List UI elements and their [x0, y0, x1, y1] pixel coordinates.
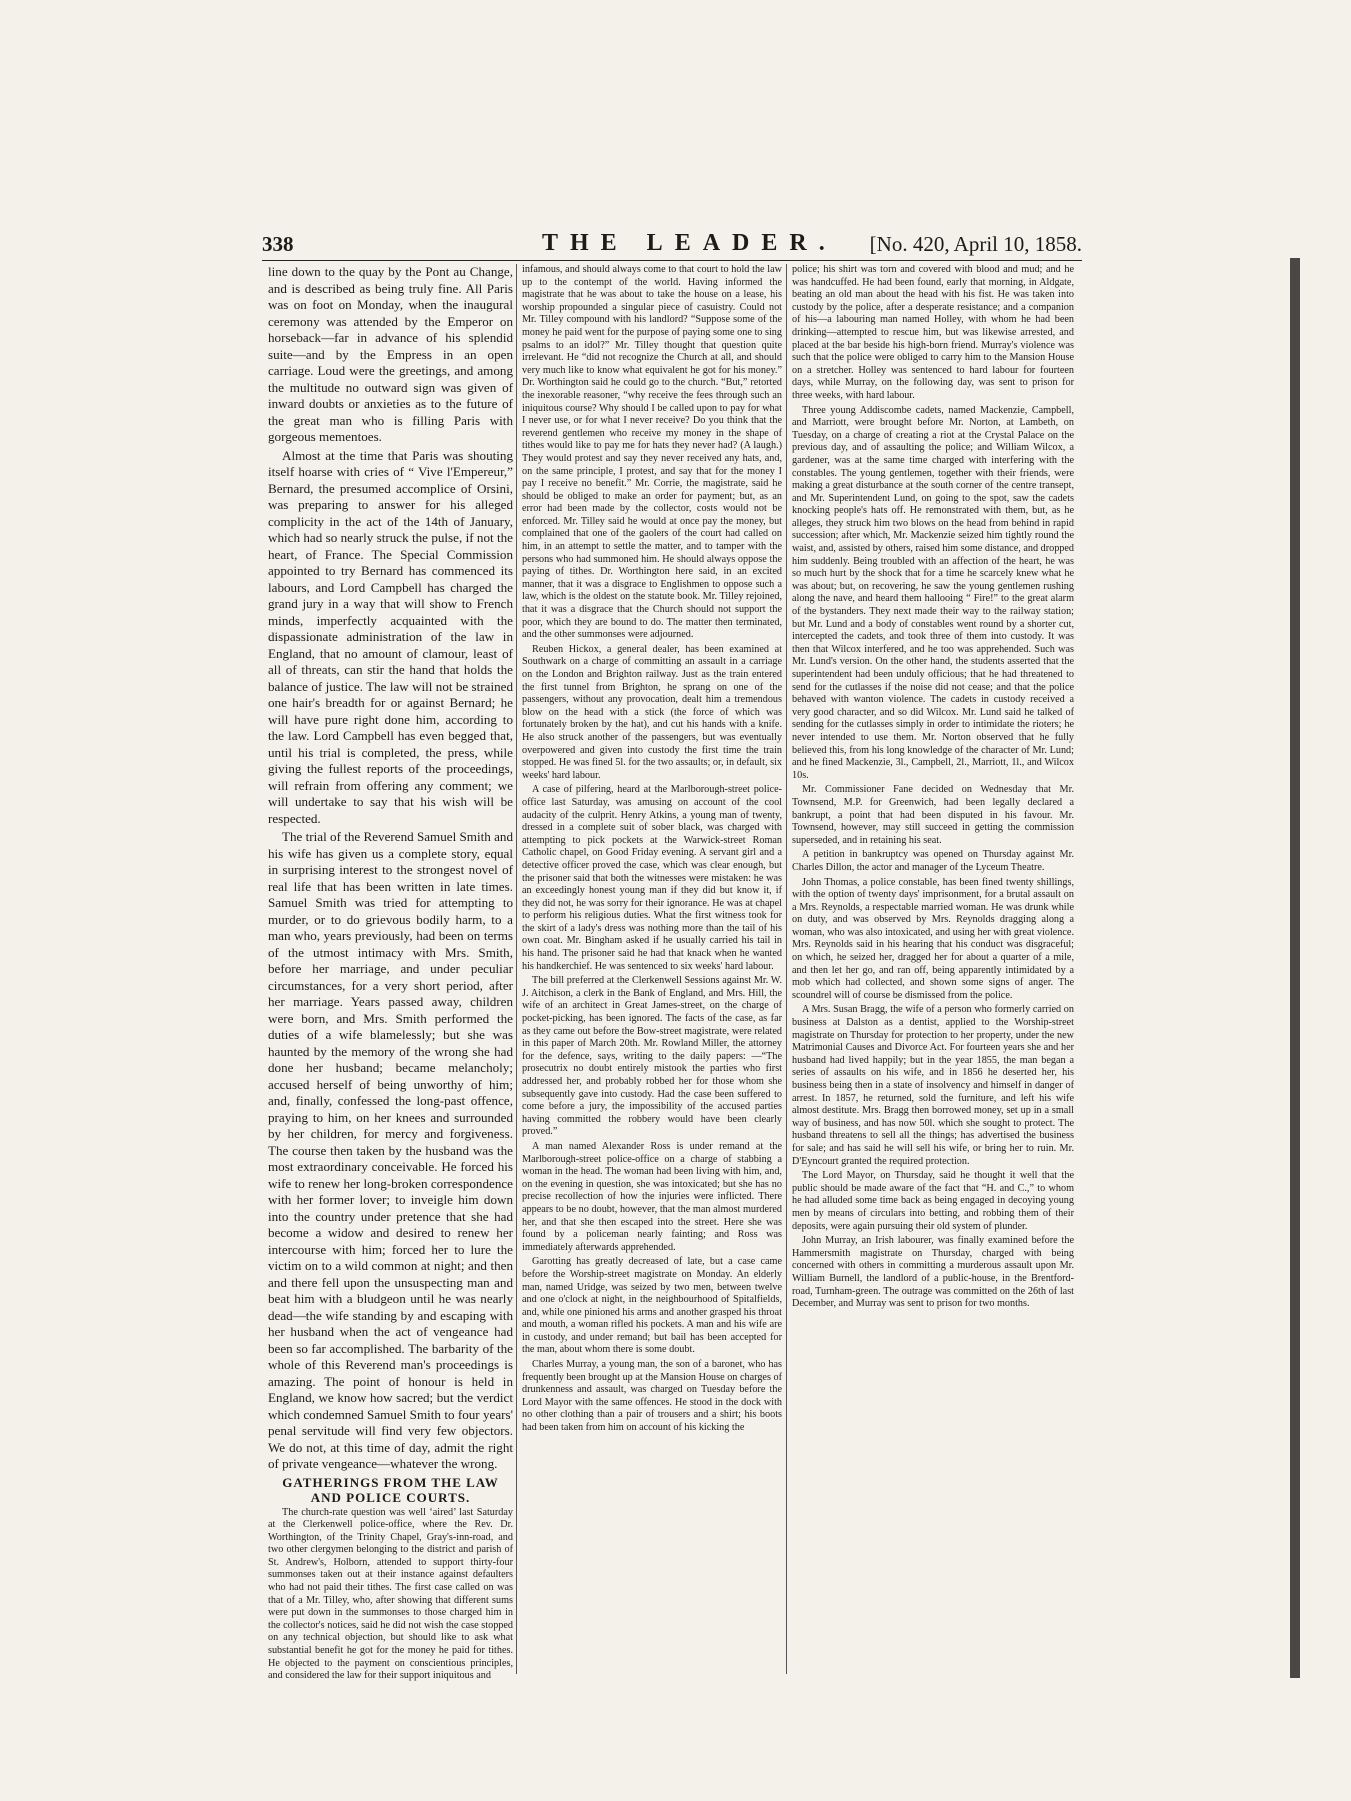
masthead-title: THE LEADER.: [542, 230, 837, 256]
article-paragraph: The church-rate question was well ‘aired’ last Saturday at the Clerkenwell police-office, where the Rev. Dr. Worthington, of the Trinity Chapel, Gray's-inn-road, and two other clergymen belonging to the district and parish of St. Andrew's, Holborn, attended to support thirty-four summonses taken out at their instance against defaulters who had not paid their tithes. The first case called on was that of a Mr. Tilley, who, after showing that different sums were put down in the summonses to those charged him in the collector's notices, said he did not wish the case stopped on any technical objection, but should like to ask what substantial benefit he got for the money he paid for tithes. He objected to the payment on conscientious principles, and considered the law for their support iniquitous and: [268, 1506, 513, 1682]
article-paragraph: A Mrs. Susan Bragg, the wife of a person who formerly carried on business at Dalston as a dentist, applied to the Worship-street magistrate on Thursday for protection to her property, under the new Matrimonial Causes and Divorce Act. For fourteen years she and her husband had lived happily; but in the year 1855, the man began a series of assaults on his wife, and in 1856 he deserted her, his business being then in a state of insolvency and himself in danger of arrest. In 1857, he returned, sold the furniture, and left his wife almost destitute. Mrs. Bragg then borrowed money, set up in a small way of business, and has now 50l. which she sought to protect. The husband threatens to sell all the things; has advertised the business for sale; and has said he will sell his wife, or bring her to ruin. Mr. D'Eyncourt granted the required protection.: [792, 1004, 1074, 1167]
article-paragraph: The Lord Mayor, on Thursday, said he thought it well that the public should be made aware of the fact that “H. and C.,” to whom he had alluded some time back as being engaged in decoying young men by means of circulars into betting, and robbing them of their deposits, were again pursuing their old system of plunder.: [792, 1170, 1074, 1232]
article-paragraph: John Murray, an Irish labourer, was finally examined before the Hammersmith magistrate on Thursday, charged with being concerned with others in committing a murderous assault upon Mr. William Burnell, the landlord of a public-house, in the Brentford-road, Turnham-green. The outrage was committed on the 26th of last December, and Murray was sent to prison for two months.: [792, 1235, 1074, 1310]
issue-info: [No. 420, April 10, 1858.: [869, 232, 1082, 256]
page-header: [262, 230, 1082, 261]
article-paragraph: John Thomas, a police constable, has been fined twenty shillings, with the option of twenty days' imprisonment, for a brutal assault on a Mrs. Reynolds, a respectable married woman. He was drunk while on duty, and was observed by Mrs. Reynolds dragging along a woman, who was also intoxicated, and using her with great violence. Mrs. Reynolds said in his hearing that his conduct was disgraceful; on which, he seized her, dragged her for about a quarter of a mile, and then let her go, and ran off, being apparently intimidated by a mob which had collected, and shown some signs of anger. The scoundrel will of course be dismissed from the police.: [792, 876, 1074, 1001]
article-paragraph: A man named Alexander Ross is under remand at the Marlborough-street police-office on a charge of stabbing a woman in the head. The woman had been living with him, and, on the evening in question, she was intoxicated; but she has no precise recollection of how the injuries were inflicted. There appears to be no doubt, however, that the man almost murdered her, and that she then escaped into the street. Here she was found by a policeman nearly fainting; and Ross was immediately afterwards apprehended.: [522, 1140, 782, 1253]
article-paragraph: line down to the quay by the Pont au Change, and is described as being truly fine. All Paris was on foot on Monday, when the inaugural ceremony was attended by the Emperor on horseback—far in advance of his splendid suite—and by the Empress in an open carriage. Loud were the greetings, and among the multitude no outward sign was given of inward doubts or anxieties as to the future of the great man who is filling Paris with gorgeous mementoes.: [268, 264, 513, 444]
article-paragraph: Garotting has greatly decreased of late, but a case came before the Worship-street magistrate on Monday. An elderly man, named Uridge, was seized by two men, between twelve and one o'clock at night, in the neighbourhood of Spitalfields, and, while one pinioned his arms and another grasped his throat and mouth, a woman rifled his pockets. A man and his wife are in custody, and under remand; but bail has been accepted for the man, about whom there is some doubt.: [522, 1256, 782, 1356]
article-paragraph: Three young Addiscombe cadets, named Mackenzie, Campbell, and Marriott, were brought before Mr. Norton, at Lambeth, on Tuesday, on a charge of creating a riot at the Crystal Palace on the previous day, and of assaulting the police; and William Wilcox, a gardener, was at the same time charged with interfering with the constables. The young gentlemen, together with their friends, were making a great disturbance at the south corner of the centre transept, and Mr. Superintendent Lund, on going to the spot, saw the cadets knocking people's hats off. He remonstrated with them, but, as he alleges, they struck him two blows on the head from behind in rapid succession; after which, Mr. Mackenzie seized him tightly round the waist, and, assisted by others, raised him some distance, and dropped him suddenly. Being troubled with an affection of the heart, he was so much hurt by the shock that for a time he scarcely knew what he was about; but, on recovering, he saw the young gentlemen rushing along the nave, and heard them hallooing “ Fire!” to the great alarm of the bystanders. They next made their way to the railway station; but Mr. Lund and a body of constables went round by a shorter cut, intercepted the cadets, and took three of them into custody. It was then that Wilcox interfered, and he too was apprehended. Such was Mr. Lund's version. On the other hand, the students asserted that the superintendent had been unduly officious; that he had threatened to send for the cutlasses if the noise did not cease; and that the police behaved with wanton violence. The cadets in custody received a very good character, and so did Wilcox. Mr. Lund said he talked of sending for the cutlasses simply in order to intimidate the rioters; he never intended to use them. Mr. Norton observed that he fully believed this, from his long knowledge of the character of Mr. Lund; and he fined Mackenzie, 3l., Campbell, 2l., Marriott, 1l., and Wilcox 10s.: [792, 404, 1074, 781]
page-binding-edge: [1290, 258, 1300, 1678]
article-paragraph: Charles Murray, a young man, the son of a baronet, who has frequently been brought up at the Mansion House on charges of drunkenness and assault, was charged on Tuesday before the Lord Mayor with the same offences. He stood in the dock with no other clothing than a pair of trousers and a shirt; his boots had been taken from him on account of his kicking the: [522, 1359, 782, 1434]
article-paragraph: police; his shirt was torn and covered with blood and mud; and he was handcuffed. He had been found, early that morning, in Aldgate, beating an old man about the head with his fist. He was taken into custody by the police, after a desperate resistance; and a companion of his—a labouring man named Holley, with whom he had been drinking—attempted to rescue him, but was likewise arrested, and placed at the bar beside his high-born friend. Murray's violence was such that the police were obliged to carry him to the Mansion House on a stretcher. Holley was sentenced to hard labour for fourteen days, while Murray, on the following day, was sent to prison for three weeks, with hard labour.: [792, 264, 1074, 401]
column-2: [522, 264, 782, 1684]
article-paragraph: A case of pilfering, heard at the Marlborough-street police-office last Saturday, was amusing on account of the cool audacity of the culprit. Henry Atkins, a young man of twenty, dressed in a complete suit of sober black, was charged with attempting to pick pockets at the Warwick-street Roman Catholic chapel, on Good Friday evening. A servant girl and a detective officer proved the case, which was clear enough, but the prisoner said that both the witnesses were mistaken: he was an exceedingly honest young man if they did but know it, if they did not, he was sorry for their ignorance. He was at chapel to perform his religious duties. What the first witness took for the skirt of a lady's dress was nothing more than the tail of his own coat. Mr. Bingham asked if he usually carried his tail in his hand. The prisoner said he had that knack when he wanted his handkerchief. He was sentenced to six weeks' hard labour.: [522, 784, 782, 972]
article-paragraph: infamous, and should always come to that court to hold the law up to the contempt of the world. Having informed the magistrate that he was about to take the house on a lease, his worship propounded a singular piece of casuistry. Could not Mr. Tilley compound with his landlord? “Suppose some of the money he paid went for the purpose of paying some one to sing psalms to an idol?” Mr. Tilley thought that question quite irrelevant. He “did not recognize the Church at all, and should very much like to know what equivalent he got for his money.” Dr. Worthington said he could go to the church. “But,” retorted the inexorable reasoner, “why receive the fees through such an iniquitous course? Why should I be called upon to pay for what I never use, or for what I never receive? Do you think that the reverend gentlemen who receive my money in the shape of tithes would like to pay me for hats they never had? (A laugh.) They would protest and say they never received any hats, and, on the same principle, I protest, and say that for the money I pay I receive no benefit.” Mr. Corrie, the magistrate, said he should be obliged to make an order for payment; but, as an error had been made by the collector, costs would not be enforced. Mr. Tilley said he would at once pay the money, but complained that one of the gaolers of the court had called on him, in an attempt to settle the matter, and to tamper with the persons who had summoned him. He should always oppose the paying of tithes. Dr. Worthington here said, in an excited manner, that it was a disgrace to Englishmen to oppose such a law, which is the oldest on the statute book. Mr. Tilley rejoined, that it was a disgrace that the Church should not support the poor, which they are bound to do. The matter then terminated, and the other summonses were adjourned.: [522, 264, 782, 641]
article-paragraph: Almost at the time that Paris was shouting itself hoarse with cries of “ Vive l'Empereur,” Bernard, the presumed accomplice of Orsini, was preparing to answer for his alleged complicity in the act of the 14th of January, which had so nearly struck the pulse, if not the heart, of France. The Special Commission appointed to try Bernard has commenced its labours, and Lord Campbell has charged the grand jury in a way that will show to French minds, imperfectly acquainted with the dispassionate administration of the law in England, that no amount of clamour, least of all of threats, can stir the hand that holds the balance of justice. The law will not be strained one hair's breadth for or against Bernard; he will have pure right done him, according to the law. Lord Campbell has even begged that, until his trial is completed, the press, while giving the fullest reports of the proceedings, will refrain from offering any comment; we will undertake to say that his wish will be respected.: [268, 447, 513, 826]
column-divider: [516, 264, 517, 1674]
page-number: 338: [262, 232, 294, 256]
article-paragraph: A petition in bankruptcy was opened on Thursday against Mr. Charles Dillon, the actor and manager of the Lyceum Theatre.: [792, 849, 1074, 873]
article-paragraph: The trial of the Reverend Samuel Smith and his wife has given us a complete story, equal in surprising interest to the strongest novel of real life that has been written in late times. Samuel Smith was tried for attempting to murder, or to do grievous bodily harm, to a man who, years previously, had been on terms of the utmost intimacy with Mrs. Smith, before her marriage, and under peculiar circumstances, for a very short period, after her marriage. Years passed away, children were born, and Mrs. Smith performed the duties of a wife blamelessly; but she was haunted by the memory of the wrong she had done her husband; became melancholy; accused herself of being unworthy of him; and, finally, confessed the long-past offence, praying to him, on her knees and surrounded by her children, for mercy and forgiveness. The course then taken by the husband was the most extraordinary conceivable. He forced his wife to renew her long-broken correspondence with her former lover; to inveigle him down into the country under pretence that she had become a widow and desired to renew her intercourse with him; forced her to lure the victim on to a wild common at night; and then and there fell upon the unsuspecting man and beat him with a bludgeon until he was nearly dead—the wife standing by and escaping with her husband when the act of vengeance had been so far accomplished. The barbarity of the whole of this Reverend man's proceedings is amazing. The point of honour is held in England, we know how sacred; but the verdict which condemned Samuel Smith to four years' penal servitude will find very few objectors. We do not, at this time of day, admit the right of private vengeance—whatever the wrong.: [268, 829, 513, 1471]
section-heading: GATHERINGS FROM THE LAW AND POLICE COURTS.: [282, 1474, 499, 1505]
article-paragraph: The bill preferred at the Clerkenwell Sessions against Mr. W. J. Aitchison, a clerk in the Bank of England, and Mrs. Hill, the wife of an architect in Great James-street, on the charge of pocket-picking, has been ignored. The facts of the case, as far as they came out before the Bow-street magistrate, were related in this paper of March 20th. Mr. Rowland Miller, the attorney for the defence, says, writing to the daily papers: —“The prosecutrix no doubt entirely mistook the parties who first addressed her, and probably robbed her for those whom she subsequently gave into custody. Had the case been suffered to come before a jury, the impossibility of the accused parties having committed the robbery would have been clearly proved.”: [522, 975, 782, 1138]
article-paragraph: Reuben Hickox, a general dealer, has been examined at Southwark on a charge of committing an assault in a carriage on the London and Brighton railway. Just as the train entered the first tunnel from Brighton, he sprang on one of the passengers, without any provocation, dealt him a tremendous blow on the head with a stick (the force of which was fortunately broken by the hat), and cut his hands with a knife. He also struck another of the passengers, but was eventually overpowered and given into custody the first time the train stopped. He was fined 5l. for the two assaults; or, in default, six weeks' hard labour.: [522, 643, 782, 781]
column-divider: [786, 264, 787, 1674]
article-paragraph: Mr. Commissioner Fane decided on Wednesday that Mr. Townsend, M.P. for Greenwich, had been legally declared a bankrupt, a point that had been disputed in his favour. Mr. Townsend, however, may still succeed in getting the commission superseded, and in retaining his seat.: [792, 784, 1074, 846]
column-1: [268, 264, 513, 1684]
column-3: [792, 264, 1074, 1684]
